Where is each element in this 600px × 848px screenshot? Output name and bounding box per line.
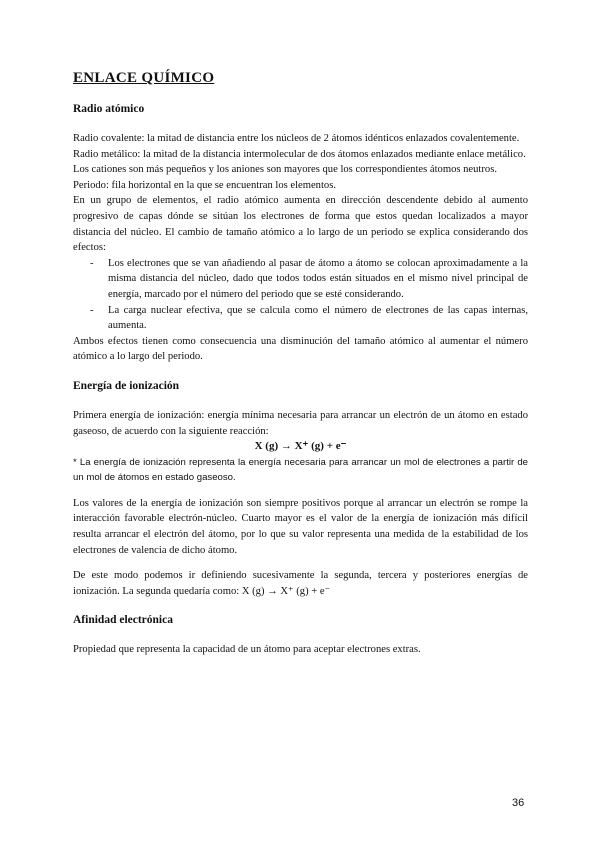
paragraph-cationes: Los cationes son más pequeños y los aniones son mayores que los correspondientes átomos neutros. <box>73 164 497 176</box>
heading-radio-atomico: Radio atómico <box>73 103 145 115</box>
paragraph-sucesivas: De este modo podemos ir definiendo sucesivamente la segunda, tercera y posteriores energías de ionización. La segunda quedaría como: X (g) → X⁺ (g) + e⁻ <box>73 570 528 597</box>
paragraph-periodo: Periodo: fila horizontal en la que se encuentran los elementos. <box>73 179 336 191</box>
reaction-formula: X (g) → X⁺ (g) + e⁻ <box>254 440 347 453</box>
paragraph-valores: Los valores de la energía de ionización son siempre positivos porque al arrancar un electrón se rompe la interacción favorable electrón-núcleo. Cuarto mayor es el valor de la energía de ionización más difícil resulta arrancar el electrón del átomo, por lo que su valor representa una medida de la estabilidad de los electrones de valencia de dicho átomo. <box>73 497 528 556</box>
list-item-text: Los electrones que se van añadiendo al pasar de átomo a átomo se colocan aproximadamente a la misma distancia del núcleo, dado que todos todos están situados en el mismo nivel principal de energía, marcado por el número del periodo que se esté considerando. <box>108 257 528 300</box>
page-number: 36 <box>512 797 525 809</box>
paragraph-primera-energia: Primera energía de ionización: energía mínima necesaria para arrancar un electrón de un átomo en estado gaseoso, de acuerdo con la siguiente reacción: <box>73 409 528 437</box>
paragraph-radio-metalico: Radio metálico: la mitad de la distancia intermolecular de dos átomos enlazados mediante enlace metálico. <box>73 148 526 160</box>
note-energia: * La energía de ionización representa la energía necesaria para arrancar un mol de electrones a partir de un mol de átomos en estado gaseoso. <box>73 456 528 484</box>
page-title: ENLACE QUÍMICO <box>73 70 215 86</box>
effects-list <box>73 256 528 334</box>
paragraph-ambos-efectos: Ambos efectos tienen como consecuencia una disminución del tamaño atómico al aumentar el número atómico a lo largo del periodo. <box>73 335 528 363</box>
document-page <box>73 70 528 658</box>
list-item: - Los electrones que se van añadiendo al pasar de átomo a átomo se colocan aproximadamente a la misma distancia del núcleo, dado que todos todos están situados en el mismo nivel principal de energía, marcado por el número del periodo que se esté considerando. <box>90 257 528 300</box>
heading-energia-ionizacion: Energía de ionización <box>73 379 180 392</box>
paragraph-grupo: En un grupo de elementos, el radio atómico aumenta en dirección descendente debido al aumento progresivo de capas dónde se sitúan los electrones de forma que estos quedan localizados a mayor distancia del núcleo. El cambio de tamaño atómico a lo largo de un periodo se explica considerando dos efectos: <box>73 195 528 254</box>
heading-afinidad-electronica: Afinidad electrónica <box>73 614 173 627</box>
paragraph-afinidad: Propiedad que representa la capacidad de un átomo para aceptar electrones extras. <box>73 644 421 656</box>
list-item-text: La carga nuclear efectiva, que se calcula como el número de electrones de las capas internas, aumenta. <box>108 304 528 332</box>
paragraph-radio-covalente: Radio covalente: la mitad de distancia entre los núcleos de 2 átomos idénticos enlazados covalentemente. <box>73 133 520 144</box>
list-item: - La carga nuclear efectiva, que se calcula como el número de electrones de las capas internas, aumenta. <box>90 304 528 332</box>
